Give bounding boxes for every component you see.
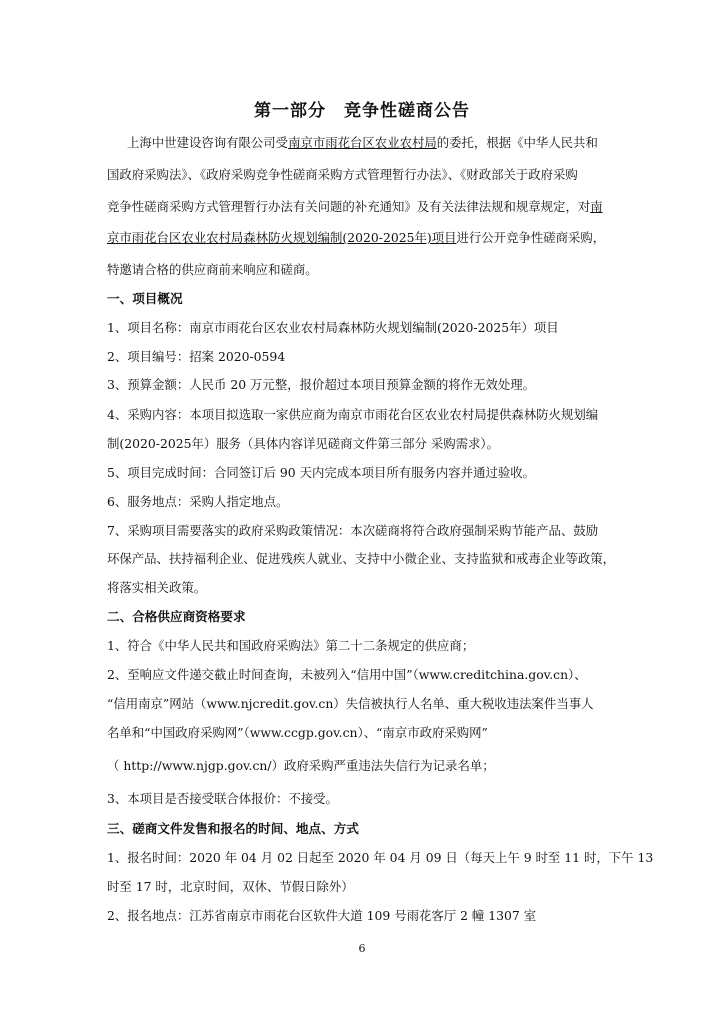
s3-item-1a: 1、报名时间：2020 年 04 月 02 日起至 2020 年 04 月 09 日（每天上午 9 时至 11 时，下午 13 — [107, 850, 654, 865]
page-title: 第一部分 竞争性磋商公告 — [254, 101, 470, 121]
s2-item-2c: 名单和“中国政府采购网”（www.ccgp.gov.cn）、“南京市政府采购网” — [107, 725, 488, 740]
s1-item-7c: 将落实相关政策。 — [107, 580, 207, 595]
purchaser-name: 南京市雨花台区农业农村局 — [288, 135, 437, 150]
s1-item-4b: 制(2020-2025年）服务（具体内容详见磋商文件第三部分 采购需求）。 — [107, 436, 499, 451]
s1-item-3: 3、预算金额：人民币 20 万元整，报价超过本项目预算金额的将作无效处理。 — [107, 377, 536, 392]
intro-line-2: 国政府采购法》、《政府采购竞争性磋商采购方式管理暂行办法》、《财政部关于政府采购 — [107, 167, 578, 182]
intro-line-1 — [127, 133, 598, 151]
s1-item-6: 6、服务地点：采购人指定地点。 — [107, 494, 289, 509]
section-2-heading: 二、合格供应商资格要求 — [107, 609, 246, 624]
page-number: 6 — [358, 942, 366, 955]
s2-item-2a: 2、至响应文件递交截止时间查询，未被列入“信用中国”（www.creditchina.gov.cn）、 — [107, 667, 587, 682]
s3-item-1b: 时至 17 时，北京时间，双休、节假日除外） — [107, 879, 354, 894]
intro-text: 上海中世建设咨询有限公司受 — [127, 135, 289, 150]
s2-item-1: 1、符合《中华人民共和国政府采购法》第二十二条规定的供应商； — [107, 638, 475, 653]
project-name-start: 南 — [590, 199, 603, 214]
section-3-heading: 三、磋商文件发售和报名的时间、地点、方式 — [107, 821, 359, 836]
s3-item-2: 2、报名地点：江苏省南京市雨花台区软件大道 109 号雨花客厅 2 幢 1307 室 — [107, 908, 537, 923]
s2-item-2b: “信用南京”网站（www.njcredit.gov.cn）失信被执行人名单、重大税收违法案件当事人 — [107, 696, 594, 711]
intro-text: 竞争性磋商采购方式管理暂行办法有关问题的补充通知》及有关法律法规和规章规定，对 — [107, 199, 591, 214]
s2-item-2d: （ http://www.njgp.gov.cn/）政府采购严重违法失信行为记录名单； — [107, 758, 495, 773]
s2-item-3: 3、本项目是否接受联合体报价：不接受。 — [107, 791, 338, 806]
s1-item-7a: 7、采购项目需要落实的政府采购政策情况：本次磋商将符合政府强制采购节能产品、鼓励 — [107, 523, 599, 538]
intro-text: 的委托，根据《中华人民共和 — [436, 135, 598, 150]
intro-line-3 — [107, 197, 603, 215]
intro-text: 进行公开竞争性磋商采购， — [456, 230, 606, 245]
s1-item-4a: 4、采购内容：本项目拟选取一家供应商为南京市雨花台区农业农村局提供森林防火规划编 — [107, 407, 599, 422]
section-1-heading: 一、项目概况 — [107, 291, 183, 306]
s1-item-5: 5、项目完成时间：合同签订后 90 天内完成本项目所有服务内容并通过验收。 — [107, 465, 536, 480]
intro-line-5: 特邀请合格的供应商前来响应和磋商。 — [107, 262, 318, 277]
s1-item-7b: 环保产品、扶持福利企业、促进残疾人就业、支持中小微企业、支持监狱和戒毒企业等政策， — [107, 551, 616, 566]
s1-item-2: 2、项目编号：招案 2020-0594 — [107, 349, 286, 364]
s1-item-1: 1、项目名称：南京市雨花台区农业农村局森林防火规划编制(2020-2025年）项目 — [107, 320, 559, 335]
intro-line-4 — [107, 228, 605, 246]
project-name: 京市雨花台区农业农村局森林防火规划编制(2020-2025年)项目 — [107, 230, 457, 245]
